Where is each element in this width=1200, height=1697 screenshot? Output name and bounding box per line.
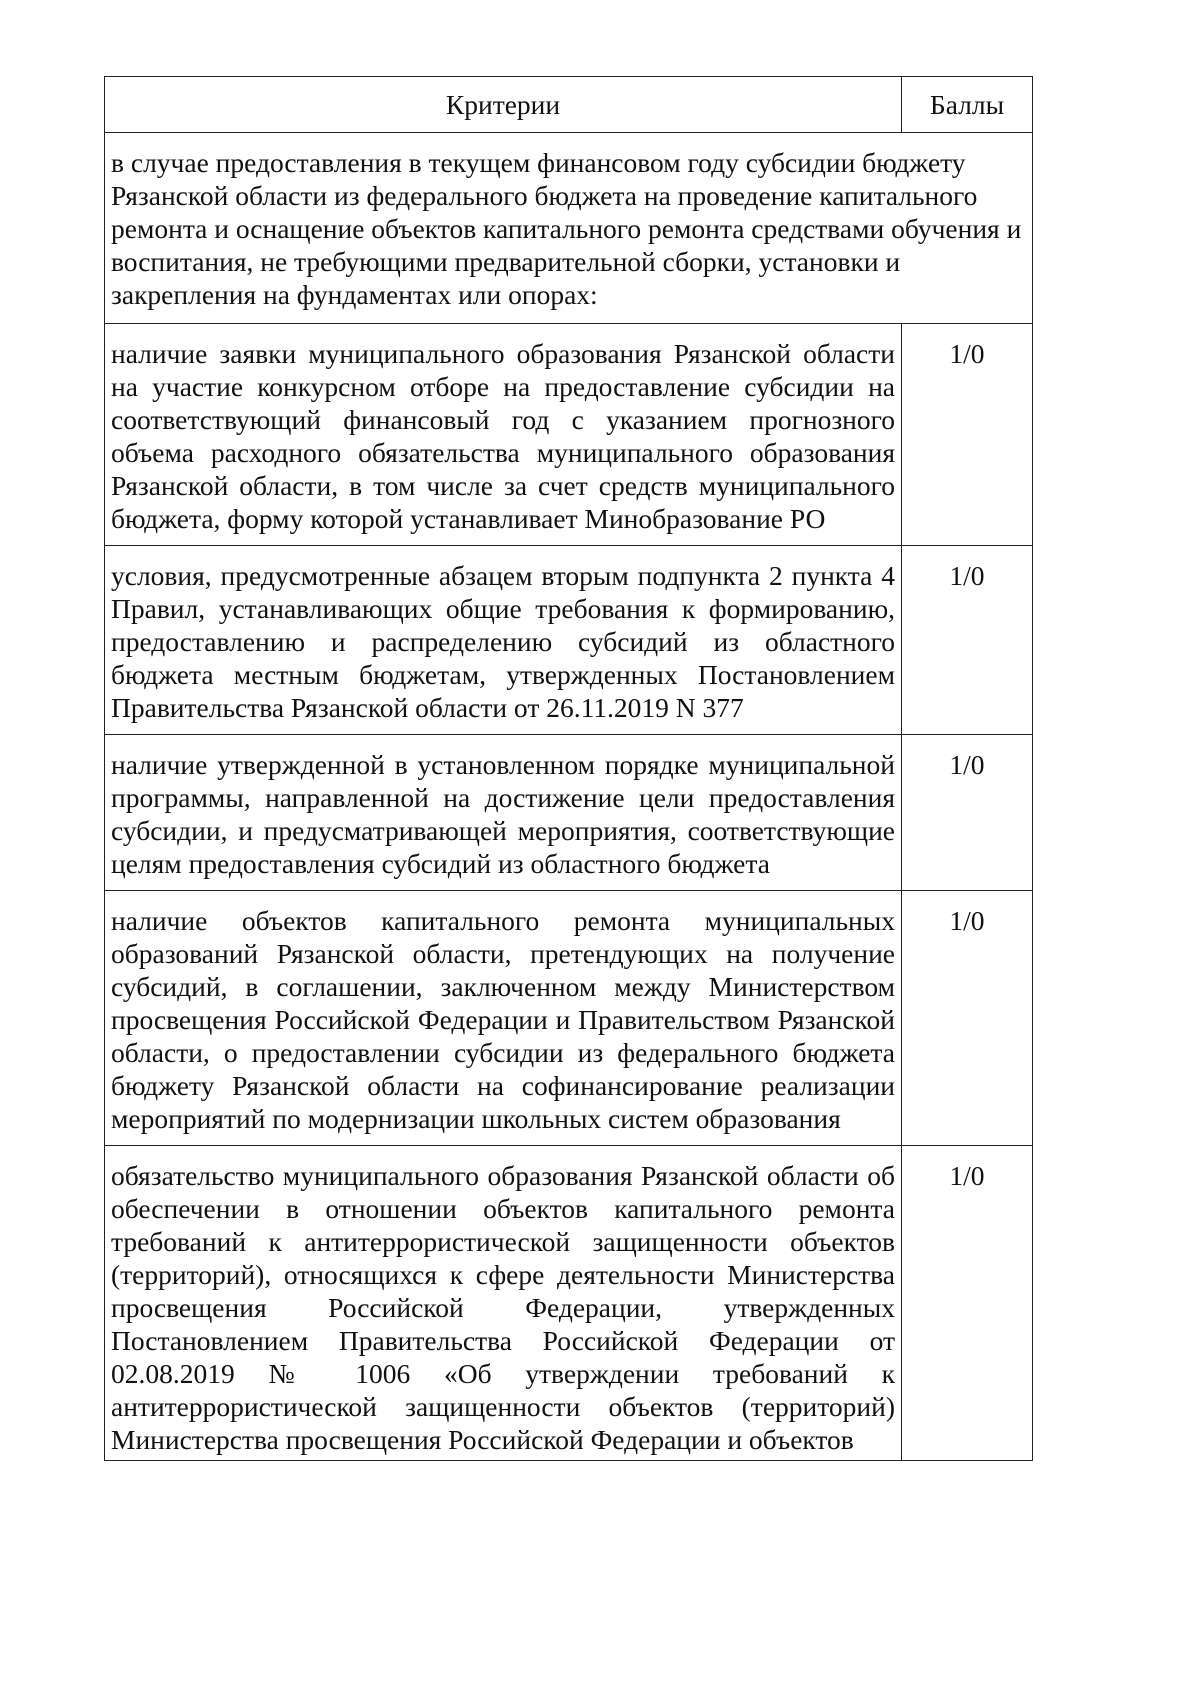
criterion-text: наличие заявки муниципального образования Рязанской области на участие конкурсном отборе на предоставление субсидии на соответствующий финансовый год с указанием прогнозного объема расходного обязательства муниципального образования Рязанской области, в том числе за счет средств муниципального бюджета, форму которой устанавливает Минобразование РО (105, 324, 902, 546)
criterion-text: наличие объектов капитального ремонта муниципальных образований Рязанской области, претендующих на получение субсидий, в соглашении, заключенном между Министерством просвещения Российской Федерации и Правительством Рязанской области, о предоставлении субсидии из федерального бюджета бюджету Рязанской области на софинансирование реализации мероприятий по модернизации школьных систем образования (105, 891, 902, 1146)
score-value: 1/0 (902, 1146, 1033, 1461)
table-row (105, 1146, 1033, 1461)
table-row (105, 735, 1033, 891)
table-header-row (105, 77, 1033, 133)
table-row (105, 891, 1033, 1146)
table-row (105, 546, 1033, 735)
score-value: 1/0 (902, 735, 1033, 891)
score-value: 1/0 (902, 324, 1033, 546)
criterion-text: обязательство муниципального образования Рязанской области об обеспечении в отношении объектов капитального ремонта требований к антитеррористической защищенности объектов (территорий), относящихся к сфере деятельности Министерства просвещения Российской Федерации, утвержденных Постановлением Правительства Российской Федерации от 02.08.2019 № 1006 «Об утверждении требований к антитеррористической защищенности объектов (территорий) Министерства просвещения Российской Федерации и объектов (105, 1146, 902, 1461)
score-column-header: Баллы (902, 77, 1033, 133)
intro-text: в случае предоставления в текущем финансовом году субсидии бюджету Рязанской области из федерального бюджета на проведение капитального ремонта и оснащение объектов капитального ремонта средствами обучения и воспитания, не требующими предварительной сборки, установки и закрепления на фундаментах или опорах: (105, 133, 1033, 324)
criterion-text: наличие утвержденной в установленном порядке муниципальной программы, направленной на достижение цели предоставления субсидии, и предусматривающей мероприятия, соответствующие целям предоставления субсидий из областного бюджета (105, 735, 902, 891)
criteria-column-header: Критерии (105, 77, 902, 133)
score-value: 1/0 (902, 891, 1033, 1146)
table-row (105, 324, 1033, 546)
criteria-table (104, 76, 1033, 1461)
score-value: 1/0 (902, 546, 1033, 735)
intro-row (105, 133, 1033, 324)
criterion-text: условия, предусмотренные абзацем вторым подпункта 2 пункта 4 Правил, устанавливающих общие требования к формированию, предоставлению и распределению субсидий из областного бюджета местным бюджетам, утвержденных Постановлением Правительства Рязанской области от 26.11.2019 N 377 (105, 546, 902, 735)
